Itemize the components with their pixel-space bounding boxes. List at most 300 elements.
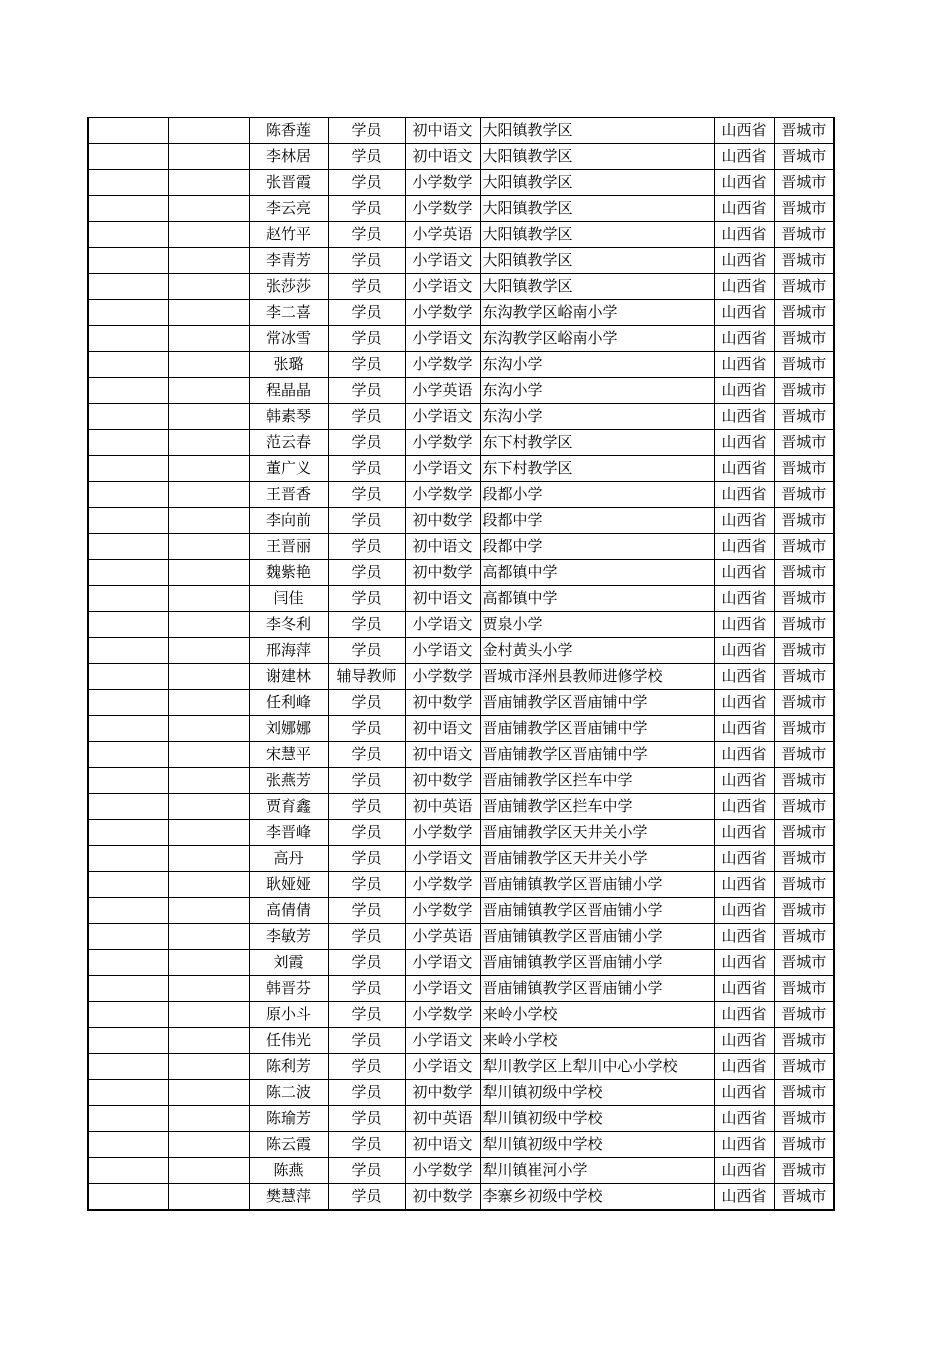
blank-cell-b bbox=[168, 482, 249, 508]
blank-cell-a bbox=[88, 1080, 168, 1106]
city-cell: 晋城市 bbox=[774, 300, 834, 326]
city-cell: 晋城市 bbox=[774, 794, 834, 820]
blank-cell-b bbox=[168, 1158, 249, 1184]
province-cell: 山西省 bbox=[714, 690, 774, 716]
province-cell: 山西省 bbox=[714, 1184, 774, 1211]
blank-cell-b bbox=[168, 560, 249, 586]
subject-cell: 小学语文 bbox=[405, 274, 480, 300]
city-cell: 晋城市 bbox=[774, 274, 834, 300]
name-cell: 李敏芳 bbox=[249, 924, 328, 950]
subject-cell: 小学数学 bbox=[405, 170, 480, 196]
name-cell: 李向前 bbox=[249, 508, 328, 534]
unit-cell: 东沟教学区峪南小学 bbox=[480, 326, 714, 352]
province-cell: 山西省 bbox=[714, 1132, 774, 1158]
province-cell: 山西省 bbox=[714, 274, 774, 300]
blank-cell-b bbox=[168, 872, 249, 898]
blank-cell-b bbox=[168, 222, 249, 248]
city-cell: 晋城市 bbox=[774, 1158, 834, 1184]
city-cell: 晋城市 bbox=[774, 144, 834, 170]
blank-cell-a bbox=[88, 612, 168, 638]
table-row bbox=[88, 872, 834, 898]
province-cell: 山西省 bbox=[714, 404, 774, 430]
blank-cell-b bbox=[168, 586, 249, 612]
province-cell: 山西省 bbox=[714, 1080, 774, 1106]
role-cell: 学员 bbox=[328, 1002, 405, 1028]
unit-cell: 犁川镇初级中学校 bbox=[480, 1106, 714, 1132]
city-cell: 晋城市 bbox=[774, 768, 834, 794]
role-cell: 学员 bbox=[328, 378, 405, 404]
blank-cell-a bbox=[88, 898, 168, 924]
subject-cell: 初中英语 bbox=[405, 1106, 480, 1132]
blank-cell-a bbox=[88, 248, 168, 274]
blank-cell-a bbox=[88, 378, 168, 404]
name-cell: 魏紫艳 bbox=[249, 560, 328, 586]
role-cell: 学员 bbox=[328, 222, 405, 248]
blank-cell-b bbox=[168, 456, 249, 482]
city-cell: 晋城市 bbox=[774, 742, 834, 768]
province-cell: 山西省 bbox=[714, 326, 774, 352]
unit-cell: 段都中学 bbox=[480, 534, 714, 560]
table-row bbox=[88, 820, 834, 846]
name-cell: 刘霞 bbox=[249, 950, 328, 976]
role-cell: 学员 bbox=[328, 924, 405, 950]
blank-cell-b bbox=[168, 508, 249, 534]
unit-cell: 大阳镇教学区 bbox=[480, 118, 714, 144]
role-cell: 学员 bbox=[328, 1106, 405, 1132]
table-row bbox=[88, 1002, 834, 1028]
unit-cell: 晋庙铺教学区晋庙铺中学 bbox=[480, 716, 714, 742]
table-row bbox=[88, 1054, 834, 1080]
blank-cell-b bbox=[168, 300, 249, 326]
name-cell: 李二喜 bbox=[249, 300, 328, 326]
table-row bbox=[88, 976, 834, 1002]
province-cell: 山西省 bbox=[714, 508, 774, 534]
role-cell: 学员 bbox=[328, 898, 405, 924]
province-cell: 山西省 bbox=[714, 1158, 774, 1184]
role-cell: 学员 bbox=[328, 404, 405, 430]
subject-cell: 小学语文 bbox=[405, 404, 480, 430]
province-cell: 山西省 bbox=[714, 742, 774, 768]
province-cell: 山西省 bbox=[714, 170, 774, 196]
name-cell: 韩晋芬 bbox=[249, 976, 328, 1002]
blank-cell-b bbox=[168, 196, 249, 222]
name-cell: 高倩倩 bbox=[249, 898, 328, 924]
blank-cell-a bbox=[88, 1132, 168, 1158]
blank-cell-a bbox=[88, 196, 168, 222]
name-cell: 张莎莎 bbox=[249, 274, 328, 300]
table-row bbox=[88, 482, 834, 508]
province-cell: 山西省 bbox=[714, 794, 774, 820]
subject-cell: 小学语文 bbox=[405, 1028, 480, 1054]
subject-cell: 小学语文 bbox=[405, 638, 480, 664]
table-row bbox=[88, 924, 834, 950]
city-cell: 晋城市 bbox=[774, 1184, 834, 1211]
city-cell: 晋城市 bbox=[774, 430, 834, 456]
subject-cell: 初中英语 bbox=[405, 794, 480, 820]
blank-cell-a bbox=[88, 716, 168, 742]
unit-cell: 晋庙铺镇教学区晋庙铺小学 bbox=[480, 950, 714, 976]
blank-cell-b bbox=[168, 144, 249, 170]
unit-cell: 高都镇中学 bbox=[480, 560, 714, 586]
province-cell: 山西省 bbox=[714, 482, 774, 508]
unit-cell: 大阳镇教学区 bbox=[480, 144, 714, 170]
subject-cell: 初中数学 bbox=[405, 508, 480, 534]
blank-cell-a bbox=[88, 1184, 168, 1211]
subject-cell: 小学数学 bbox=[405, 872, 480, 898]
city-cell: 晋城市 bbox=[774, 1106, 834, 1132]
blank-cell-b bbox=[168, 898, 249, 924]
city-cell: 晋城市 bbox=[774, 196, 834, 222]
table-row bbox=[88, 456, 834, 482]
blank-cell-b bbox=[168, 690, 249, 716]
name-cell: 张璐 bbox=[249, 352, 328, 378]
subject-cell: 小学数学 bbox=[405, 898, 480, 924]
blank-cell-b bbox=[168, 820, 249, 846]
city-cell: 晋城市 bbox=[774, 820, 834, 846]
blank-cell-a bbox=[88, 976, 168, 1002]
blank-cell-a bbox=[88, 1106, 168, 1132]
blank-cell-a bbox=[88, 430, 168, 456]
blank-cell-b bbox=[168, 248, 249, 274]
roster-table bbox=[87, 117, 835, 1211]
name-cell: 王晋丽 bbox=[249, 534, 328, 560]
blank-cell-b bbox=[168, 638, 249, 664]
province-cell: 山西省 bbox=[714, 872, 774, 898]
city-cell: 晋城市 bbox=[774, 404, 834, 430]
table-row bbox=[88, 352, 834, 378]
city-cell: 晋城市 bbox=[774, 664, 834, 690]
blank-cell-a bbox=[88, 1028, 168, 1054]
unit-cell: 段都小学 bbox=[480, 482, 714, 508]
unit-cell: 大阳镇教学区 bbox=[480, 222, 714, 248]
subject-cell: 初中数学 bbox=[405, 560, 480, 586]
blank-cell-b bbox=[168, 846, 249, 872]
city-cell: 晋城市 bbox=[774, 378, 834, 404]
subject-cell: 小学英语 bbox=[405, 378, 480, 404]
name-cell: 刘娜娜 bbox=[249, 716, 328, 742]
role-cell: 学员 bbox=[328, 1080, 405, 1106]
name-cell: 程晶晶 bbox=[249, 378, 328, 404]
unit-cell: 东沟小学 bbox=[480, 404, 714, 430]
unit-cell: 大阳镇教学区 bbox=[480, 274, 714, 300]
table-row bbox=[88, 222, 834, 248]
role-cell: 学员 bbox=[328, 196, 405, 222]
city-cell: 晋城市 bbox=[774, 352, 834, 378]
subject-cell: 初中语文 bbox=[405, 1132, 480, 1158]
unit-cell: 金村黄头小学 bbox=[480, 638, 714, 664]
unit-cell: 晋城市泽州县教师进修学校 bbox=[480, 664, 714, 690]
name-cell: 韩素琴 bbox=[249, 404, 328, 430]
table-row bbox=[88, 1132, 834, 1158]
province-cell: 山西省 bbox=[714, 352, 774, 378]
unit-cell: 贾泉小学 bbox=[480, 612, 714, 638]
province-cell: 山西省 bbox=[714, 1054, 774, 1080]
unit-cell: 晋庙铺教学区拦车中学 bbox=[480, 768, 714, 794]
table-row bbox=[88, 612, 834, 638]
unit-cell: 晋庙铺教学区天井关小学 bbox=[480, 820, 714, 846]
province-cell: 山西省 bbox=[714, 716, 774, 742]
city-cell: 晋城市 bbox=[774, 716, 834, 742]
province-cell: 山西省 bbox=[714, 300, 774, 326]
blank-cell-a bbox=[88, 170, 168, 196]
unit-cell: 犁川镇崔河小学 bbox=[480, 1158, 714, 1184]
city-cell: 晋城市 bbox=[774, 690, 834, 716]
name-cell: 陈香莲 bbox=[249, 118, 328, 144]
name-cell: 任利峰 bbox=[249, 690, 328, 716]
subject-cell: 小学数学 bbox=[405, 820, 480, 846]
role-cell: 学员 bbox=[328, 1184, 405, 1211]
city-cell: 晋城市 bbox=[774, 898, 834, 924]
name-cell: 樊慧萍 bbox=[249, 1184, 328, 1211]
name-cell: 高丹 bbox=[249, 846, 328, 872]
province-cell: 山西省 bbox=[714, 612, 774, 638]
name-cell: 李晋峰 bbox=[249, 820, 328, 846]
city-cell: 晋城市 bbox=[774, 118, 834, 144]
role-cell: 学员 bbox=[328, 144, 405, 170]
blank-cell-a bbox=[88, 1158, 168, 1184]
role-cell: 学员 bbox=[328, 508, 405, 534]
city-cell: 晋城市 bbox=[774, 326, 834, 352]
city-cell: 晋城市 bbox=[774, 976, 834, 1002]
unit-cell: 晋庙铺教学区晋庙铺中学 bbox=[480, 690, 714, 716]
name-cell: 谢建林 bbox=[249, 664, 328, 690]
blank-cell-a bbox=[88, 638, 168, 664]
name-cell: 范云春 bbox=[249, 430, 328, 456]
blank-cell-b bbox=[168, 794, 249, 820]
table-row bbox=[88, 742, 834, 768]
subject-cell: 小学数学 bbox=[405, 430, 480, 456]
blank-cell-a bbox=[88, 794, 168, 820]
unit-cell: 东下村教学区 bbox=[480, 430, 714, 456]
province-cell: 山西省 bbox=[714, 898, 774, 924]
role-cell: 学员 bbox=[328, 846, 405, 872]
subject-cell: 初中语文 bbox=[405, 742, 480, 768]
blank-cell-b bbox=[168, 742, 249, 768]
name-cell: 李冬利 bbox=[249, 612, 328, 638]
blank-cell-a bbox=[88, 118, 168, 144]
name-cell: 耿娅娅 bbox=[249, 872, 328, 898]
unit-cell: 晋庙铺镇教学区晋庙铺小学 bbox=[480, 872, 714, 898]
table-row bbox=[88, 716, 834, 742]
blank-cell-a bbox=[88, 456, 168, 482]
city-cell: 晋城市 bbox=[774, 560, 834, 586]
name-cell: 李林居 bbox=[249, 144, 328, 170]
role-cell: 学员 bbox=[328, 872, 405, 898]
province-cell: 山西省 bbox=[714, 664, 774, 690]
table-row bbox=[88, 248, 834, 274]
province-cell: 山西省 bbox=[714, 1028, 774, 1054]
table-row bbox=[88, 300, 834, 326]
role-cell: 学员 bbox=[328, 690, 405, 716]
subject-cell: 小学语文 bbox=[405, 248, 480, 274]
city-cell: 晋城市 bbox=[774, 586, 834, 612]
subject-cell: 小学语文 bbox=[405, 1054, 480, 1080]
table-row bbox=[88, 690, 834, 716]
city-cell: 晋城市 bbox=[774, 482, 834, 508]
table-row bbox=[88, 508, 834, 534]
role-cell: 学员 bbox=[328, 300, 405, 326]
name-cell: 陈二波 bbox=[249, 1080, 328, 1106]
table-row bbox=[88, 1158, 834, 1184]
city-cell: 晋城市 bbox=[774, 924, 834, 950]
table-row bbox=[88, 1080, 834, 1106]
table-row bbox=[88, 950, 834, 976]
name-cell: 赵竹平 bbox=[249, 222, 328, 248]
table-row bbox=[88, 794, 834, 820]
table-row bbox=[88, 196, 834, 222]
blank-cell-a bbox=[88, 508, 168, 534]
role-cell: 学员 bbox=[328, 534, 405, 560]
blank-cell-b bbox=[168, 326, 249, 352]
table-row bbox=[88, 898, 834, 924]
city-cell: 晋城市 bbox=[774, 456, 834, 482]
blank-cell-b bbox=[168, 612, 249, 638]
blank-cell-b bbox=[168, 430, 249, 456]
unit-cell: 晋庙铺教学区晋庙铺中学 bbox=[480, 742, 714, 768]
blank-cell-b bbox=[168, 924, 249, 950]
subject-cell: 初中语文 bbox=[405, 118, 480, 144]
province-cell: 山西省 bbox=[714, 976, 774, 1002]
unit-cell: 犁川教学区上犁川中心小学校 bbox=[480, 1054, 714, 1080]
province-cell: 山西省 bbox=[714, 924, 774, 950]
blank-cell-a bbox=[88, 586, 168, 612]
name-cell: 宋慧平 bbox=[249, 742, 328, 768]
city-cell: 晋城市 bbox=[774, 248, 834, 274]
blank-cell-b bbox=[168, 118, 249, 144]
roster-body bbox=[88, 118, 834, 1211]
blank-cell-a bbox=[88, 1002, 168, 1028]
role-cell: 学员 bbox=[328, 274, 405, 300]
blank-cell-a bbox=[88, 222, 168, 248]
blank-cell-b bbox=[168, 768, 249, 794]
province-cell: 山西省 bbox=[714, 248, 774, 274]
blank-cell-a bbox=[88, 690, 168, 716]
province-cell: 山西省 bbox=[714, 456, 774, 482]
table-row bbox=[88, 534, 834, 560]
role-cell: 学员 bbox=[328, 742, 405, 768]
province-cell: 山西省 bbox=[714, 846, 774, 872]
blank-cell-b bbox=[168, 1184, 249, 1211]
blank-cell-a bbox=[88, 300, 168, 326]
blank-cell-a bbox=[88, 846, 168, 872]
province-cell: 山西省 bbox=[714, 768, 774, 794]
city-cell: 晋城市 bbox=[774, 846, 834, 872]
subject-cell: 小学语文 bbox=[405, 612, 480, 638]
subject-cell: 小学英语 bbox=[405, 222, 480, 248]
unit-cell: 晋庙铺教学区天井关小学 bbox=[480, 846, 714, 872]
role-cell: 学员 bbox=[328, 430, 405, 456]
blank-cell-b bbox=[168, 274, 249, 300]
province-cell: 山西省 bbox=[714, 430, 774, 456]
subject-cell: 小学语文 bbox=[405, 950, 480, 976]
table-row bbox=[88, 118, 834, 144]
table-row bbox=[88, 664, 834, 690]
name-cell: 陈瑜芳 bbox=[249, 1106, 328, 1132]
name-cell: 任伟光 bbox=[249, 1028, 328, 1054]
role-cell: 学员 bbox=[328, 560, 405, 586]
blank-cell-a bbox=[88, 664, 168, 690]
province-cell: 山西省 bbox=[714, 378, 774, 404]
blank-cell-b bbox=[168, 1028, 249, 1054]
role-cell: 学员 bbox=[328, 950, 405, 976]
name-cell: 陈云霞 bbox=[249, 1132, 328, 1158]
subject-cell: 初中数学 bbox=[405, 1184, 480, 1211]
subject-cell: 初中语文 bbox=[405, 586, 480, 612]
unit-cell: 晋庙铺镇教学区晋庙铺小学 bbox=[480, 924, 714, 950]
subject-cell: 小学语文 bbox=[405, 976, 480, 1002]
unit-cell: 来岭小学校 bbox=[480, 1002, 714, 1028]
subject-cell: 初中语文 bbox=[405, 534, 480, 560]
unit-cell: 犁川镇初级中学校 bbox=[480, 1080, 714, 1106]
role-cell: 学员 bbox=[328, 638, 405, 664]
city-cell: 晋城市 bbox=[774, 222, 834, 248]
blank-cell-b bbox=[168, 1002, 249, 1028]
role-cell: 学员 bbox=[328, 1054, 405, 1080]
table-row bbox=[88, 144, 834, 170]
name-cell: 李青芳 bbox=[249, 248, 328, 274]
subject-cell: 初中数学 bbox=[405, 768, 480, 794]
province-cell: 山西省 bbox=[714, 222, 774, 248]
province-cell: 山西省 bbox=[714, 586, 774, 612]
blank-cell-a bbox=[88, 872, 168, 898]
blank-cell-a bbox=[88, 768, 168, 794]
subject-cell: 小学数学 bbox=[405, 196, 480, 222]
unit-cell: 来岭小学校 bbox=[480, 1028, 714, 1054]
blank-cell-b bbox=[168, 352, 249, 378]
name-cell: 陈燕 bbox=[249, 1158, 328, 1184]
blank-cell-a bbox=[88, 560, 168, 586]
role-cell: 学员 bbox=[328, 326, 405, 352]
unit-cell: 李寨乡初级中学校 bbox=[480, 1184, 714, 1211]
province-cell: 山西省 bbox=[714, 950, 774, 976]
province-cell: 山西省 bbox=[714, 638, 774, 664]
blank-cell-b bbox=[168, 1080, 249, 1106]
name-cell: 闫佳 bbox=[249, 586, 328, 612]
subject-cell: 小学数学 bbox=[405, 1002, 480, 1028]
name-cell: 董广义 bbox=[249, 456, 328, 482]
table-row bbox=[88, 1184, 834, 1211]
unit-cell: 段都中学 bbox=[480, 508, 714, 534]
city-cell: 晋城市 bbox=[774, 950, 834, 976]
subject-cell: 小学语文 bbox=[405, 456, 480, 482]
table-row bbox=[88, 638, 834, 664]
subject-cell: 小学数学 bbox=[405, 1158, 480, 1184]
role-cell: 学员 bbox=[328, 482, 405, 508]
province-cell: 山西省 bbox=[714, 534, 774, 560]
blank-cell-a bbox=[88, 1054, 168, 1080]
blank-cell-b bbox=[168, 716, 249, 742]
role-cell: 学员 bbox=[328, 716, 405, 742]
role-cell: 学员 bbox=[328, 456, 405, 482]
subject-cell: 初中语文 bbox=[405, 716, 480, 742]
blank-cell-b bbox=[168, 950, 249, 976]
unit-cell: 大阳镇教学区 bbox=[480, 248, 714, 274]
name-cell: 李云亮 bbox=[249, 196, 328, 222]
province-cell: 山西省 bbox=[714, 196, 774, 222]
unit-cell: 晋庙铺镇教学区晋庙铺小学 bbox=[480, 976, 714, 1002]
blank-cell-a bbox=[88, 482, 168, 508]
unit-cell: 东沟小学 bbox=[480, 352, 714, 378]
subject-cell: 小学语文 bbox=[405, 846, 480, 872]
role-cell: 学员 bbox=[328, 794, 405, 820]
role-cell: 学员 bbox=[328, 248, 405, 274]
table-row bbox=[88, 274, 834, 300]
table-row bbox=[88, 430, 834, 456]
blank-cell-b bbox=[168, 1132, 249, 1158]
unit-cell: 大阳镇教学区 bbox=[480, 196, 714, 222]
blank-cell-b bbox=[168, 170, 249, 196]
subject-cell: 小学英语 bbox=[405, 924, 480, 950]
